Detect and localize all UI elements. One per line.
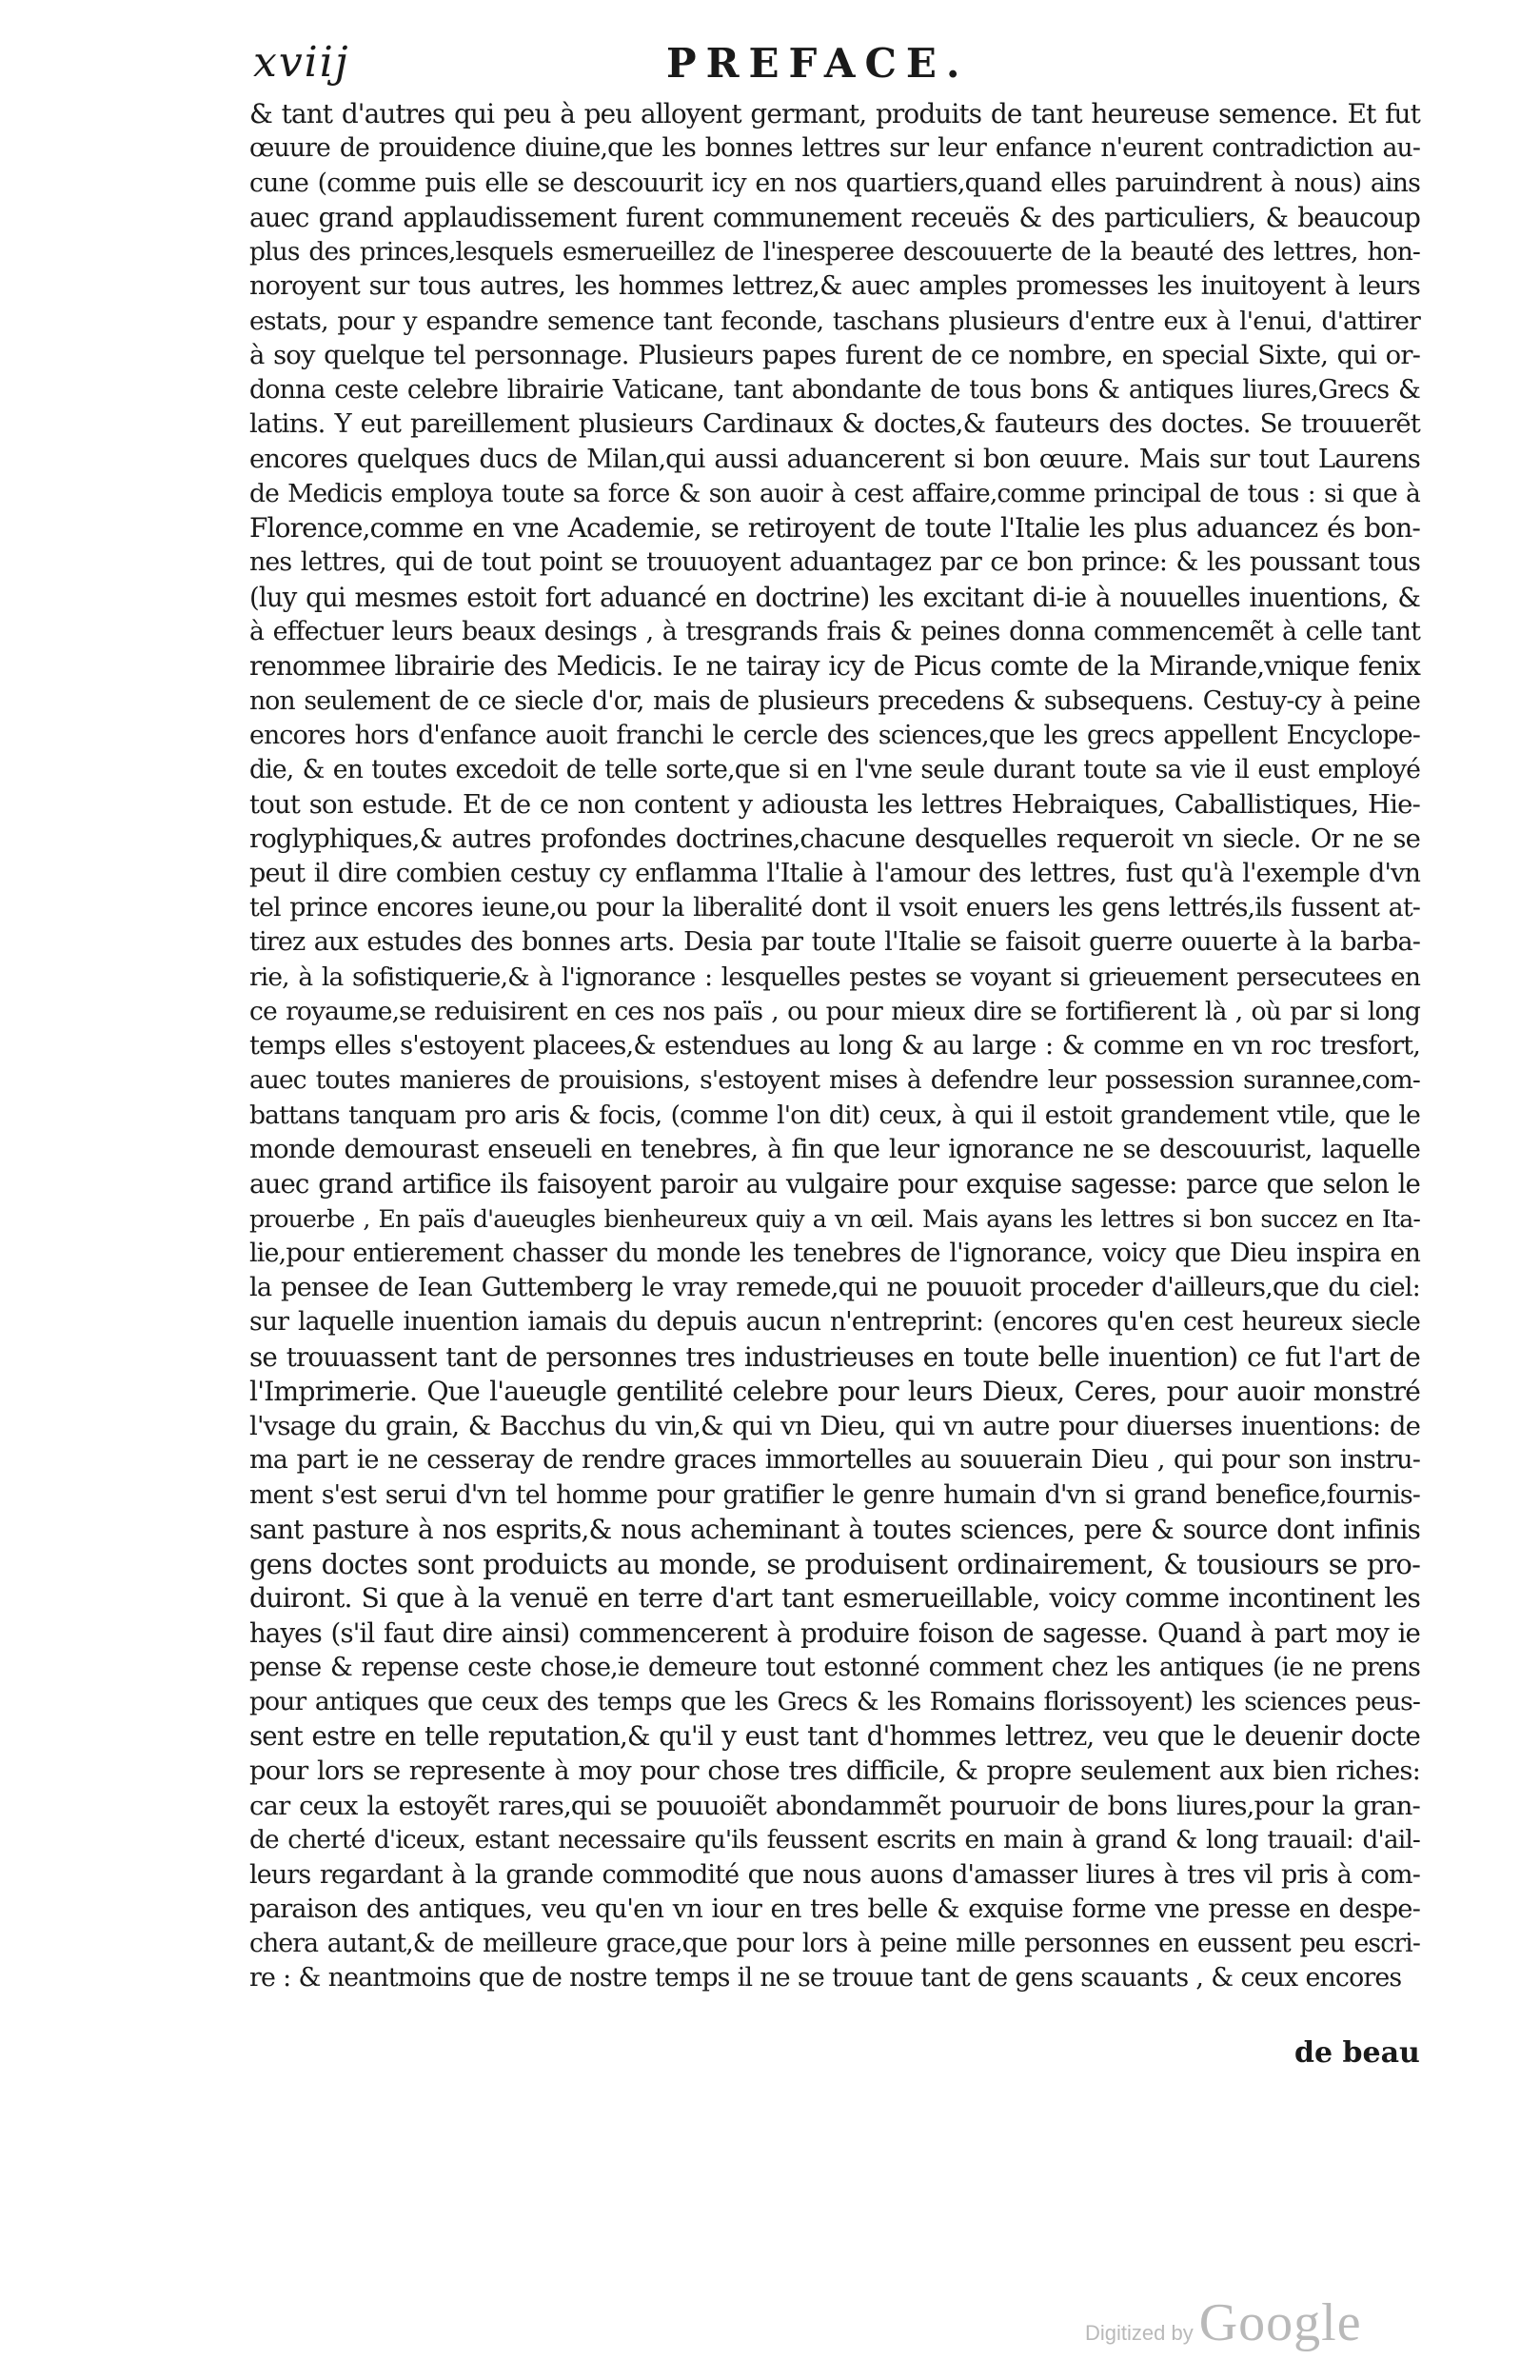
text-line: lie,pour entierement chasser du monde les tenebres de l'ignorance, voicy que Dieu inspira en: [249, 1238, 1420, 1268]
text-line: pense & repense ceste chose,ie demeure tout estonné comment chez les antiques (ie ne prens: [249, 1652, 1420, 1682]
text-line: estats, pour y espandre semence tant feconde, taschans plusieurs d'entre eux à l'enui, d'attirer: [249, 306, 1420, 336]
text-line: à soy quelque tel personnage. Plusieurs papes furent de ce nombre, en special Sixte, qui or-: [249, 340, 1420, 370]
running-title: PREFACE.: [666, 40, 970, 87]
text-line: duiront. Si que à la venuë en terre d'art tant esmerueillable, voicy comme incontinent les: [249, 1582, 1420, 1615]
text-line: hayes (s'il faut dire ainsi) commencerent à produire foison de sagesse. Quand à part moy ie: [249, 1617, 1420, 1649]
google-logo: Google: [1198, 2293, 1362, 2352]
text-line: tout son estude. Et de ce non content y adiousta les lettres Hebraiques, Caballistiques, Hie-: [249, 789, 1420, 821]
text-line: l'vsage du grain, & Bacchus du vin,& qui vn Dieu, qui vn autre pour diuerses inuentions: de: [249, 1411, 1420, 1442]
text-line: roglyphiques,& autres profondes doctrines,chacune desquelles requeroit vn siecle. Or ne se: [249, 823, 1420, 854]
text-line: car ceux la estoyẽt rares,qui se pouuoiẽt abondammẽt pouruoir de bons liures,pour la gran-: [249, 1791, 1420, 1822]
text-line: noroyent sur tous autres, les hommes lettrez,& auec amples promesses les inuitoyent à leurs: [249, 271, 1420, 302]
text-line: sant pasture à nos esprits,& nous acheminant à toutes sciences, pere & source dont infinis: [249, 1513, 1420, 1545]
text-line: œuure de prouidence diuine,que les bonnes lettres sur leur enfance n'eurent contradiction au-: [249, 133, 1420, 164]
text-line: peut il dire combien cestuy cy enflamma l'Italie à l'amour des lettres, fust qu'à l'exemple d'vn: [249, 858, 1420, 888]
text-line: à effectuer leurs beaux desings , à tresgrands frais & peines donna commencemẽt à celle tant: [249, 616, 1420, 646]
text-line: nes lettres, qui de tout point se trouuoyent aduantagez par ce bon prince: & les poussant tous: [249, 547, 1420, 578]
text-line: rie, à la sofistiquerie,& à l'ignorance : lesquelles pestes se voyant si grieuement persecutees en: [249, 962, 1420, 992]
text-line: plus des princes,lesquels esmerueillez de l'inesperee descouuerte de la beauté des lettres, hon-: [249, 237, 1420, 268]
text-line: monde demourast enseueli en tenebres, à fin que leur ignorance ne se descouurist, laquelle: [249, 1134, 1420, 1164]
text-line: l'Imprimerie. Que l'aueugle gentilité celebre pour leurs Dieux, Ceres, pour auoir monstré: [249, 1375, 1420, 1407]
text-line: se trouuassent tant de personnes tres industrieuses en toute belle inuention) ce fut l'art de: [249, 1340, 1420, 1373]
text-line: renommee librairie des Medicis. Ie ne tairay icy de Picus comte de la Mirande,vnique fenix: [249, 650, 1420, 683]
text-line: pour lors se represente à moy pour chose tres difficile, & propre seulement aux bien riches:: [249, 1755, 1420, 1786]
text-line: encores hors d'enfance auoit franchi le cercle des sciences,que les grecs appellent Encyclope-: [249, 720, 1420, 750]
text-line: leurs regardant à la grande commodité que nous auons d'amasser liures à tres vil pris à com-: [249, 1859, 1420, 1890]
page-number: xviij: [253, 38, 350, 87]
text-line: ce royaume,se reduisirent en ces nos païs , ou pour mieux dire se fortifierent là , où par si long: [249, 996, 1420, 1026]
text-line: encores quelques ducs de Milan,qui aussi aduancerent si bon œuure. Mais sur tout Laurens: [249, 444, 1420, 474]
text-line: auec grand artifice ils faisoyent paroir au vulgaire pour exquise sagesse: parce que selon le: [249, 1169, 1420, 1200]
text-line: tirez aux estudes des bonnes arts. Desia par toute l'Italie se faisoit guerre ouuerte à la barba-: [249, 927, 1420, 958]
text-line: (luy qui mesmes estoit fort aduancé en doctrine) les excitant di-ie à nouuelles inuentions, &: [249, 582, 1420, 613]
text-line: chera autant,& de meilleure grace,que pour lors à peine mille personnes en eussent peu escri-: [249, 1929, 1420, 1959]
text-line: ma part ie ne cesseray de rendre graces immortelles au souuerain Dieu , qui pour son instru-: [249, 1445, 1420, 1476]
body-text: [249, 97, 1420, 1996]
text-line: latins. Y eut pareillement plusieurs Cardinaux & doctes,& fauteurs des doctes. Se trouuerẽt: [249, 409, 1420, 440]
text-line: ment s'est serui d'vn tel homme pour gratifier le genre humain d'vn si grand benefice,fournis-: [249, 1479, 1420, 1510]
text-line: paraison des antiques, veu qu'en vn iour en tres belle & exquise forme vne presse en despe-: [249, 1894, 1420, 1924]
text-line: non seulement de ce siecle d'or, mais de plusieurs precedens & subsequens. Cestuy-cy à peine: [249, 685, 1420, 716]
text-line: auec grand applaudissement furent communement receuës & des particuliers, & beaucoup: [249, 202, 1420, 233]
text-line: prouerbe , En païs d'aueugles bienheureux quiy a vn œil. Mais ayans les lettres si bon succez en Ita-: [249, 1204, 1420, 1233]
text-line: tel prince encores ieune,ou pour la liberalité dont il vsoit enuers les gens lettrés,ils fussent at-: [249, 893, 1420, 923]
text-line: temps elles s'estoyent placees,& estendues au long & au large : & comme en vn roc tresfort,: [249, 1031, 1420, 1061]
text-line: cune (comme puis elle se descouurit icy en nos quartiers,quand elles paruindrent à nous) ains: [249, 168, 1420, 198]
text-line: sent estre en telle reputation,& qu'il y eust tant d'hommes lettrez, veu que le deuenir docte: [249, 1720, 1420, 1753]
text-line: de cherté d'iceux, estant necessaire qu'ils feussent escrits en main à grand & long trauail: d'ail-: [249, 1826, 1420, 1855]
text-line: re : & neantmoins que de nostre temps il ne se trouue tant de gens scauants , & ceux encores: [249, 1963, 1402, 1993]
catchword: de beau: [1294, 2036, 1420, 2070]
text-line: de Medicis employa toute sa force & son auoir à cest affaire,comme principal de tous : si que à: [249, 478, 1420, 508]
text-line: Florence,comme en vne Academie, se retiroyent de toute l'Italie les plus aduancez és bon-: [249, 512, 1420, 545]
text-line: battans tanquam pro aris & focis, (comme l'on dit) ceux, à qui il estoit grandement vtile, que le: [249, 1100, 1420, 1130]
text-line: pour antiques que ceux des temps que les Grecs & les Romains florissoyent) les sciences peus-: [249, 1687, 1420, 1717]
text-line: la pensee de Iean Guttemberg le vray remede,qui ne pouuoit proceder d'ailleurs,que du ciel:: [249, 1273, 1420, 1303]
watermark-prefix: Digitized by: [1085, 2321, 1194, 2345]
text-line: donna ceste celebre librairie Vaticane, tant abondante de tous bons & antiques liures,Grecs &: [249, 375, 1420, 406]
text-line: die, & en toutes excedoit de telle sorte,que si en l'vne seule durant toute sa vie il eust employé: [249, 755, 1420, 785]
text-line: auec toutes manieres de prouisions, s'estoyent mises à defendre leur possession surannee,com-: [249, 1066, 1420, 1096]
text-line: & tant d'autres qui peu à peu alloyent germant, produits de tant heureuse semence. Et fut: [249, 98, 1420, 129]
text-line: sur laquelle inuention iamais du depuis aucun n'entreprint: (encores qu'en cest heureux siecle: [249, 1307, 1420, 1338]
text-line: gens doctes sont produicts au monde, se produisent ordinairement, & tousiours se pro-: [249, 1548, 1420, 1581]
digitized-by-watermark: [1085, 2292, 1362, 2353]
